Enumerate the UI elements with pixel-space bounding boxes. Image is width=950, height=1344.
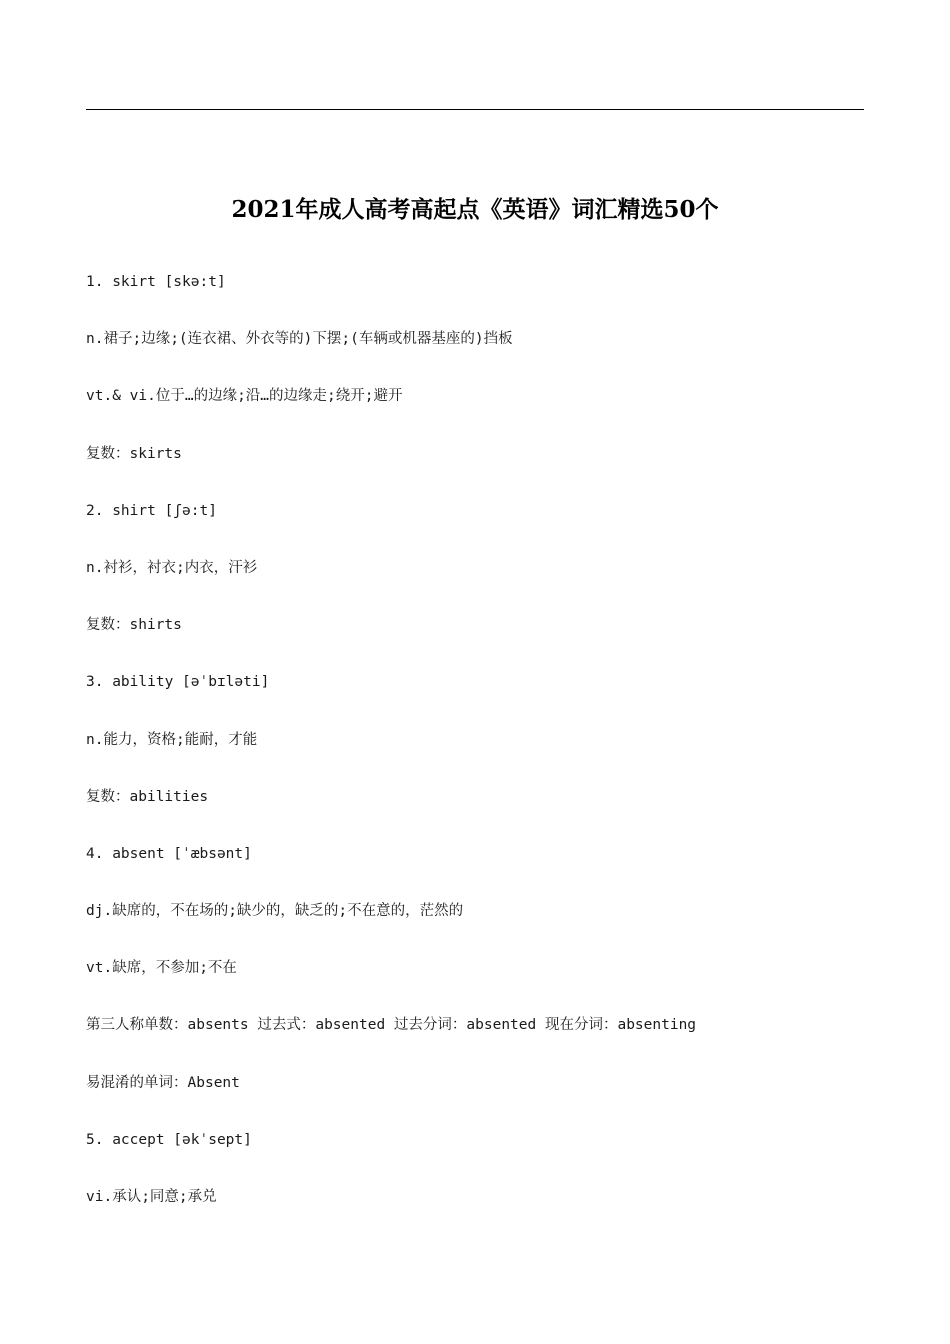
- entry-line: n.裙子;边缘;(连衣裙、外衣等的)下摆;(车辆或机器基座的)挡板: [86, 331, 513, 348]
- entry-line: 易混淆的单词：Absent: [86, 1074, 240, 1091]
- entry-line: 第三人称单数：absents 过去式：absented 过去分词：absented 现在分词：absenting: [86, 1017, 697, 1034]
- entry-line: 复数：shirts: [86, 617, 182, 634]
- entry-line: vt.缺席，不参加;不在: [86, 960, 237, 977]
- vocabulary-list: [86, 266, 876, 1238]
- entry-line: n.衬衫，衬衣;内衣，汗衫: [86, 559, 258, 576]
- header-rule: [86, 109, 864, 110]
- entry-line: n.能力，资格;能耐，才能: [86, 731, 258, 748]
- entry-line: 2. shirt [ʃə:t]: [86, 502, 217, 519]
- entry-line: 复数：skirts: [86, 445, 182, 462]
- page-title: 2021年成人高考高起点《英语》词汇精选50个: [231, 196, 719, 223]
- entry-line: 4. absent [ˈæbsənt]: [86, 845, 252, 862]
- entry-line: 1. skirt [skə:t]: [86, 274, 226, 290]
- entry-line: vt.& vi.位于…的边缘;沿…的边缘走;绕开;避开: [86, 388, 403, 405]
- entry-line: 3. ability [əˈbɪləti]: [86, 674, 270, 691]
- entry-line: dj.缺席的，不在场的;缺少的，缺乏的;不在意的，茫然的: [86, 903, 464, 920]
- entry-line: 5. accept [əkˈsept]: [86, 1131, 252, 1148]
- entry-line: vi.承认;同意;承兑: [86, 1189, 217, 1205]
- entry-line: 复数：abilities: [86, 788, 209, 805]
